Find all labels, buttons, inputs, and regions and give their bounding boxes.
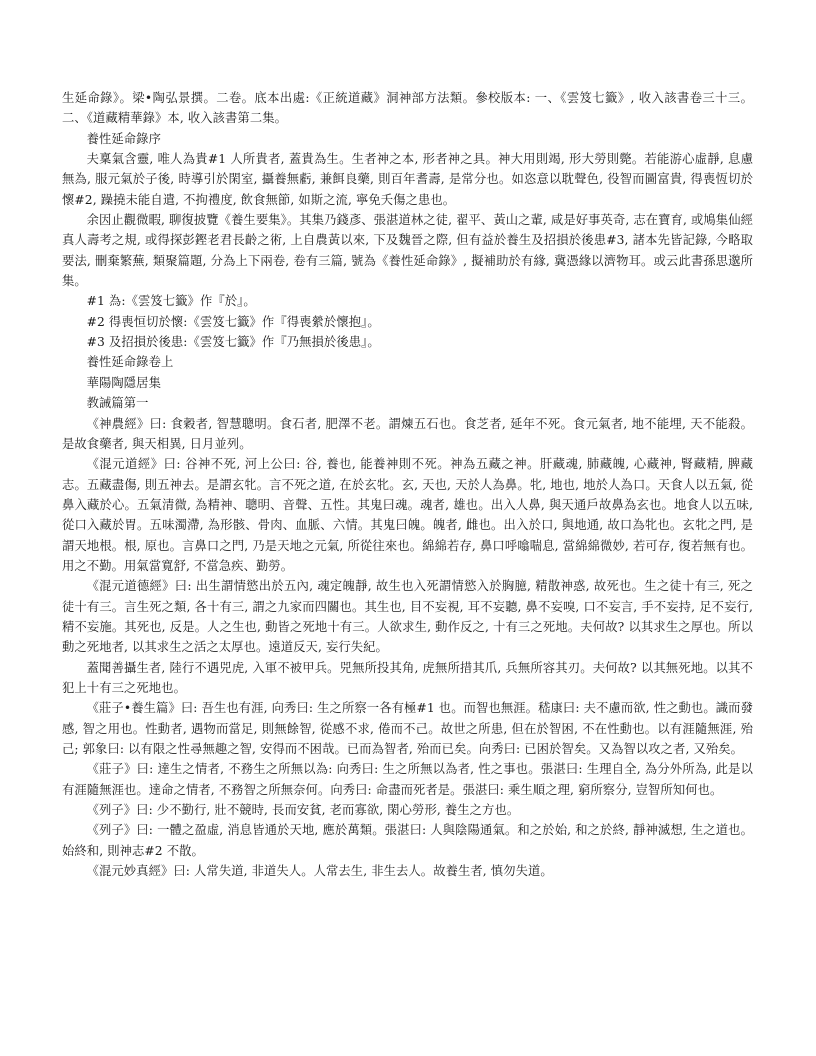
document-body [62, 88, 753, 881]
paragraph-zhuangzi-yangsheng: 《莊子•養生篇》曰: 吾生也有涯, 向秀曰: 生之所察一各有極#1 也。而智也無涯。嵇康曰: 夫不慮而欲, 性之動也。識而發感, 智之用也。性動者, 遇物而當足, 則無餘智, 從感不求, 倦而不己。故世之所患, 但在於智困, 不在性動也。以有涯隨無涯, 殆己; 郭象曰: 以有限之性尋無趣之智, 安得而不困哉。已而為智者, 殆而已矣。向秀曰: 已困於智矣。又為智以攻之者, 又殆矣。 [62, 701, 753, 756]
paragraph-preface-1: 夫稟氣含靈, 唯人為貴#1 人所貴者, 蓋貴為生。生者神之本, 形者神之具。神大用則竭, 形大勞則斃。若能游心虛靜, 息慮無為, 服元氣於子後, 時導引於閑室, 攝養無虧, 兼餌良藥, 則百年耆壽, 是常分也。如恣意以耽聲色, 役智而圖富貴, 得喪恆切於懷#2, 躁撓未能自遣, 不拘禮度, 飲食無節, 如斯之流, 寧免夭傷之患也。 [62, 152, 753, 207]
paragraph-shanshesheng: 蓋聞善攝生者, 陸行不遇兕虎, 入軍不被甲兵。兕無所投其角, 虎無所措其爪, 兵無所容其刃。夫何故? 以其無死地。以其不犯上十有三之死地也。 [62, 660, 753, 695]
paragraph-liezi-2: 《列子》曰: 一體之盈虛, 消息皆通於天地, 應於萬類。張湛曰: 人與陰陽通氣。和之於始, 和之於終, 靜神滅想, 生之道也。始終和, 則神志#2 不散。 [62, 823, 753, 858]
heading-compiler: 華陽陶隱居集 [86, 375, 161, 390]
footnote-1: #1 為:《雲笈七籤》作『於』。 [86, 294, 256, 309]
footnote-3: #3 及招損於後患:《雲笈七籤》作『乃無損於後患』。 [86, 335, 380, 350]
heading-preface-title: 養性延命錄序 [86, 131, 161, 146]
paragraph-hunyuan-daodejing: 《混元道德經》曰: 出生謂情慾出於五內, 魂定魄靜, 故生也入死謂情慾入於胸臆, 精散神惑, 故死也。生之徒十有三, 死之徒十有三。言生死之類, 各十有三, 謂之九家而四關也。其生也, 目不妄視, 耳不妄聽, 鼻不妄嗅, 口不妄言, 手不妄持, 足不妄行, 精不妄施。其死也, 反是。人之生也, 動皆之死地十有三。人欲求生, 動作反之, 十有三之死地。夫何故? 以其求生之厚也。所以動之死地者, 以其求生之活之太厚也。遠道反天, 妄行失紀。 [62, 579, 753, 655]
paragraph-source-note: 生延命錄》。梁•陶弘景撰。二卷。底本出處:《正統道藏》洞神部方法類。參校版本: 一、《雲笈七籤》, 收入該書卷三十三。二、《道藏精華錄》本, 收入該書第二集。 [62, 91, 753, 126]
paragraph-shennongjing: 《神農經》曰: 食穀者, 智慧聰明。食石者, 肥澤不老。謂煉五石也。食芝者, 延年不死。食元氣者, 地不能埋, 天不能殺。是故食藥者, 與天相異, 日月並列。 [62, 416, 753, 451]
paragraph-hunyuan-daojing: 《混元道經》曰: 谷神不死, 河上公曰: 谷, 養也, 能養神則不死。神為五藏之神。肝藏魂, 肺藏魄, 心藏神, 腎藏精, 脾藏志。五藏盡傷, 則五神去。是謂玄牝。言不死之道, 在於玄牝。玄, 天也, 天於人為鼻。牝, 地也, 地於人為口。天食人以五氣, 從鼻入藏於心。五氣清微, 為精神、聰明、音聲、五性。其鬼曰魂。魂者, 雄也。出入人鼻, 與天通戶故鼻為玄也。地食人以五味, 從口入藏於胃。五味濁滯, 為形骸、骨肉、血脈、六情。其鬼曰魄。魄者, 雌也。出入於口, 與地通, 故口為牝也。玄牝之門, 是謂天地根。根, 原也。言鼻口之門, 乃是天地之元氣, 所從往來也。綿綿若存, 鼻口呼噏喘息, 當綿綿微妙, 若可存, 復若無有也。用之不勤。用氣當寬舒, 不當急疾、勤勞。 [62, 457, 753, 573]
paragraph-hunyuan-miaozhenjing: 《混元妙真經》曰: 人常失道, 非道失人。人常去生, 非生去人。故養生者, 慎勿失道。 [86, 864, 553, 879]
heading-chapter-one: 教誡篇第一 [86, 396, 149, 411]
heading-volume-upper: 養性延命錄卷上 [86, 355, 174, 370]
paragraph-zhuangzi-dasheng: 《莊子》曰: 達生之情者, 不務生之所無以為: 向秀曰: 生之所無以為者, 性之事也。張湛曰: 生理自全, 為分外所為, 此是以有涯隨無涯也。達命之情者, 不務智之所無奈何。向秀曰: 命盡而死者是。張湛曰: 乘生順之理, 窮所察分, 豈智所知何也。 [62, 762, 753, 797]
footnote-2: #2 得喪恒切於懷:《雲笈七籤》作『得喪縈於懷抱』。 [86, 314, 380, 329]
paragraph-preface-2: 余因止觀微暇, 聊復披覽《養生要集》。其集乃錢彥、張湛道林之徒, 翟平、黃山之輩, 咸是好事英奇, 志在寶育, 或鳩集仙經真人壽考之規, 或得探彭鏗老君長齡之術, 上自農黃以來, 下及魏晉之際, 但有益於養生及招損於後患#3, 諸本先皆記錄, 今略取要法, 刪棄繁蕪, 類聚篇題, 分為上下兩卷, 卷有三篇, 號為《養性延命錄》, 擬補助於有緣, 冀憑緣以濟物耳。或云此書孫思邈所集。 [62, 213, 753, 289]
paragraph-liezi-1: 《列子》曰: 少不勤行, 壯不競時, 長而安貧, 老而寡欲, 閑心勞形, 養生之方也。 [86, 803, 520, 818]
